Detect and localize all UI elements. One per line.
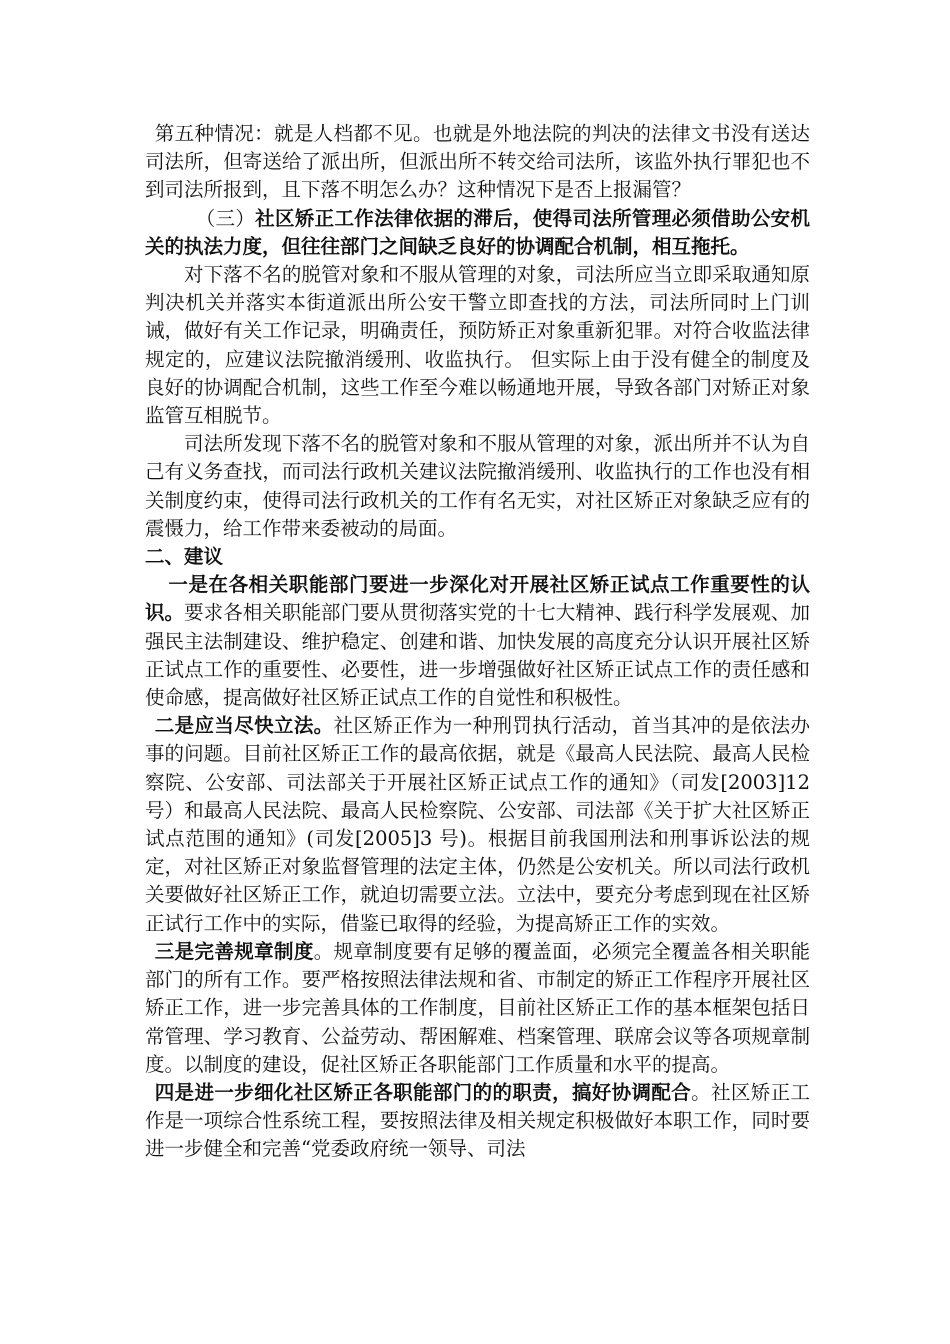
paragraph-police-duty: [145, 430, 810, 543]
recommendation-bold: 一是在各相关职能部门要进一步深化对开展社区矫正试点工作重要性的认识。: [145, 573, 810, 625]
paragraph-text: 对下落不名的脱管对象和不服从管理的对象，司法所应当立即采取通知原判决机关并落实本街道派出所公安干警立即查找的方法，司法所同时上门训诫，做好有关工作记录，明确责任，预防矫正对象重新犯罪。对符合收监法律规定的，应建议法院撤消缓刑、收监执行。 但实际上由于没有健全的制度及良好的协调配合机制，这些工作至今难以畅通地开展，导致各部门对矫正对象监管互相脱节。: [145, 263, 810, 428]
recommendation-bold: 三是完善规章制度: [154, 939, 314, 963]
document-page: [145, 120, 810, 1164]
recommendation-text: 要求各相关职能部门要从贯彻落实党的十七大精神、践行科学发展观、加强民主法制建设、维护稳定、创建和谐、加快发展的高度充分认识开展社区矫正试点工作的重要性、必要性，进一步增强做好社区矫正试点工作的责任感和使命感，提高做好社区矫正试点工作的自觉性和积极性。: [145, 601, 810, 710]
recommendation-text: 。规章制度要有足够的覆盖面，必须完全覆盖各相关职能部门的所有工作。要严格按照法律法规和省、市制定的矫正工作程序开展社区矫正工作，进一步完善具体的工作制度，目前社区矫正工作的基本框架包括日常管理、学习教育、公益劳动、帮困解难、档案管理、联席会议等各项规章制度。以制度的建设，促社区矫正各职能部门工作质量和水平的提高。: [145, 939, 810, 1076]
section-title-suggestions: [145, 543, 810, 571]
paragraph-missing-objects: [145, 261, 810, 430]
recommendation-text: 社区矫正作为一种刑罚执行活动，首当其冲的是依法办事的问题。目前社区矫正工作的最高依据，就是《最高人民法院、最高人民检察院、公安部、司法部关于开展社区矫正试点工作的通知》（司发[2003]12 号）和最高人民法院、最高人民检察院、公安部、司法部《关于扩大社区矫正试点范围的通知》(司发[2005]3 号)。根据目前我国刑法和刑事诉讼法的规定，对社区矫正对象监督管理的法定主体，仍然是公安机关。所以司法行政机关要做好社区矫正工作，就迫切需要立法。立法中，要充分考虑到现在社区矫正试行工作中的实际，借鉴已取得的经验，为提高矫正工作的实效。: [145, 714, 810, 935]
section-title-text: 二、建议: [145, 545, 224, 569]
recommendation-bold: 二是应当尽快立法。: [154, 714, 334, 738]
paragraph-text: 第五种情况：就是人档都不见。也就是外地法院的判决的法律文书没有送达司法所，但寄送给了派出所，但派出所不转交给司法所，该监外执行罪犯也不到司法所报到，且下落不明怎么办？这种情况下是否上报漏管？: [145, 122, 810, 202]
paragraph-text: 司法所发现下落不名的脱管对象和不服从管理的对象，派出所并不认为自己有义务查找，而司法行政机关建议法院撤消缓刑、收监执行的工作也没有相关制度约束，使得司法行政机关的工作有名无实，对社区矫正对象缺乏应有的震慑力，给工作带来委被动的局面。: [145, 432, 810, 540]
heading-bold-text: 社区矫正工作法律依据的滞后，使得司法所管理必须借助公安机关的执法力度，但往往部门之间缺乏良好的协调配合机制，相互拖托。: [145, 206, 810, 258]
recommendation-two: [145, 712, 810, 938]
paragraph-case-five: [145, 120, 810, 205]
recommendation-text: 。社区矫正工作是一项综合性系统工程，要按照法律及相关规定积极做好本职工作，同时要进一步健全和完善“党委政府统一领导、司法: [145, 1080, 810, 1161]
heading-prefix: （三）: [195, 206, 256, 230]
recommendation-one: [145, 571, 810, 712]
recommendation-three: [145, 938, 810, 1079]
heading-section-three: [145, 205, 810, 261]
recommendation-four: [145, 1079, 810, 1164]
recommendation-bold: 四是进一步细化社区矫正各职能部门的的职责，搞好协调配合: [154, 1080, 692, 1104]
